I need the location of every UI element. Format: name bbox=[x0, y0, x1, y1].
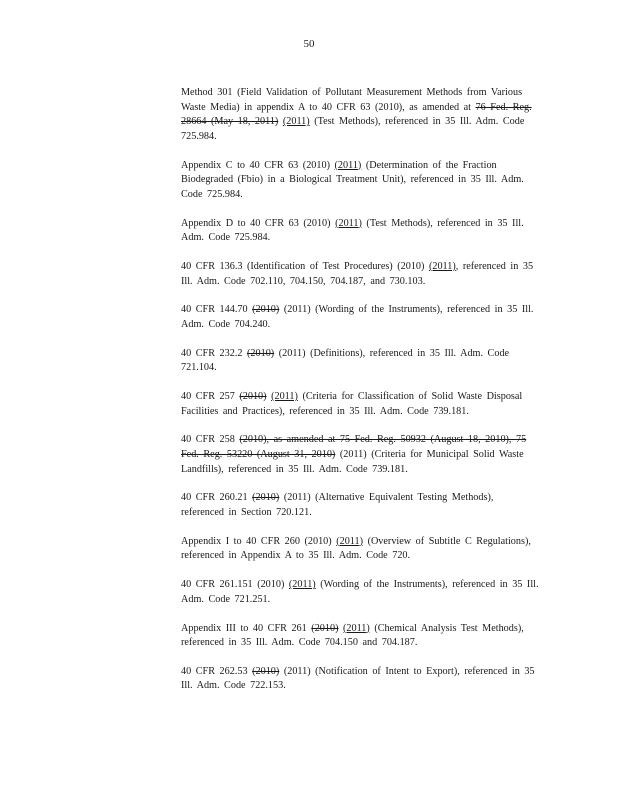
inserted-text: (2011) bbox=[428, 260, 456, 272]
entry-text: (Criteria for Classification of Solid Waste Disposal Facilities and Practices), referenced in 35 Ill. Adm. Code 739.181. bbox=[181, 391, 523, 417]
reference-entry bbox=[181, 578, 539, 607]
entry-text: (2011) (Alternative Equivalent Testing Methods), referenced in Section 720.121. bbox=[181, 492, 494, 518]
entry-text: (Chemical Analysis Test Methods), referenced in 35 Ill. Adm. Code 704.150 and 704.187. bbox=[181, 622, 524, 649]
inserted-text: (2011) bbox=[282, 116, 310, 128]
entry-text: Method 301 (Field Validation of Pollutant Measurement Methods from Various Waste Media) in appendix A to 40 CFR 63 (2010), as amended at bbox=[181, 87, 523, 113]
reference-list bbox=[181, 86, 539, 708]
page-number: 50 bbox=[303, 38, 315, 50]
reference-entry bbox=[181, 347, 539, 376]
entry-text: Appendix I to 40 CFR 260 (2010) bbox=[181, 535, 337, 547]
inserted-text: (2011) bbox=[334, 159, 362, 171]
inserted-text: (2011) bbox=[271, 391, 298, 403]
reference-entry bbox=[181, 535, 539, 564]
struck-text: (2010), as amended at 75 Fed. Reg. 50932 (August 18, 2010), 75 Fed. Reg. 53220 (August 31, 2010) bbox=[181, 434, 527, 460]
entry-text: (Wording of the Instruments), referenced in 35 Ill. Adm. Code 721.251. bbox=[181, 579, 539, 605]
entry-text: (Test Methods), referenced in 35 Ill. Adm. Code 725.984. bbox=[181, 116, 525, 142]
reference-entry bbox=[181, 491, 539, 520]
entry-text: 40 CFR 261.151 (2010) bbox=[181, 579, 289, 591]
entry-text: 40 CFR 144.70 bbox=[181, 304, 253, 316]
inserted-text: (2011) bbox=[336, 535, 364, 547]
reference-entry bbox=[181, 260, 539, 289]
entry-text: 40 CFR 258 bbox=[181, 434, 240, 446]
entry-text: 40 CFR 136.3 (Identification of Test Procedures) (2010) bbox=[181, 260, 429, 272]
entry-text: (2011) (Criteria for Municipal Solid Waste Landfills), referenced in 35 Ill. Adm. Code 739.181. bbox=[181, 449, 524, 475]
entry-text: 40 CFR 232.2 bbox=[181, 347, 248, 359]
entry-text: (2011) (Notification of Intent to Export), referenced in 35 Ill. Adm. Code 722.153. bbox=[181, 665, 535, 692]
entry-text: (2011) (Wording of the Instruments), referenced in 35 Ill. Adm. Code 704.240. bbox=[181, 304, 534, 330]
struck-text: (2010) bbox=[247, 347, 275, 359]
entry-text: 40 CFR 262.53 bbox=[181, 665, 253, 677]
struck-text: (2010) bbox=[252, 665, 280, 677]
entry-text: Appendix III to 40 CFR 261 bbox=[181, 622, 312, 634]
reference-entry bbox=[181, 665, 539, 694]
struck-text: (2010) bbox=[239, 391, 267, 403]
inserted-text: (2011) bbox=[288, 579, 316, 591]
entry-text: Appendix C to 40 CFR 63 (2010) bbox=[181, 159, 335, 171]
reference-entry bbox=[181, 433, 539, 477]
reference-entry bbox=[181, 159, 539, 203]
entry-text: 40 CFR 257 bbox=[181, 391, 240, 403]
entry-text: (Overview of Subtitle C Regulations), referenced in Appendix A to 35 Ill. Adm. Code 720. bbox=[181, 535, 531, 562]
entry-text: , referenced in 35 Ill. Adm. Code 702.110, 704.150, 704.187, and 730.103. bbox=[181, 260, 534, 287]
entry-text: (2011) (Definitions), referenced in 35 Ill. Adm. Code 721.104. bbox=[181, 347, 510, 374]
reference-entry bbox=[181, 303, 539, 332]
reference-entry bbox=[181, 622, 539, 651]
entry-text: (Determination of the Fraction Biodegraded (Fbio) in a Biological Treatment Unit), referenced in 35 Ill. Adm. Code 725.984. bbox=[181, 159, 524, 200]
inserted-text: (2011) bbox=[343, 622, 370, 634]
reference-entry bbox=[181, 86, 539, 144]
struck-text: 76 Fed. Reg. 28664 (May 18, 2011) bbox=[181, 101, 532, 128]
struck-text: (2010) bbox=[252, 492, 280, 504]
entry-text: 40 CFR 260.21 bbox=[181, 492, 253, 504]
entry-text: (Test Methods), referenced in 35 Ill. Adm. Code 725.984. bbox=[181, 217, 524, 244]
reference-entry bbox=[181, 390, 539, 419]
struck-text: (2010) bbox=[252, 304, 280, 316]
struck-text: (2010) bbox=[311, 622, 339, 634]
reference-entry bbox=[181, 217, 539, 246]
inserted-text: (2011) bbox=[335, 217, 362, 229]
entry-text: Appendix D to 40 CFR 63 (2010) bbox=[181, 217, 336, 229]
